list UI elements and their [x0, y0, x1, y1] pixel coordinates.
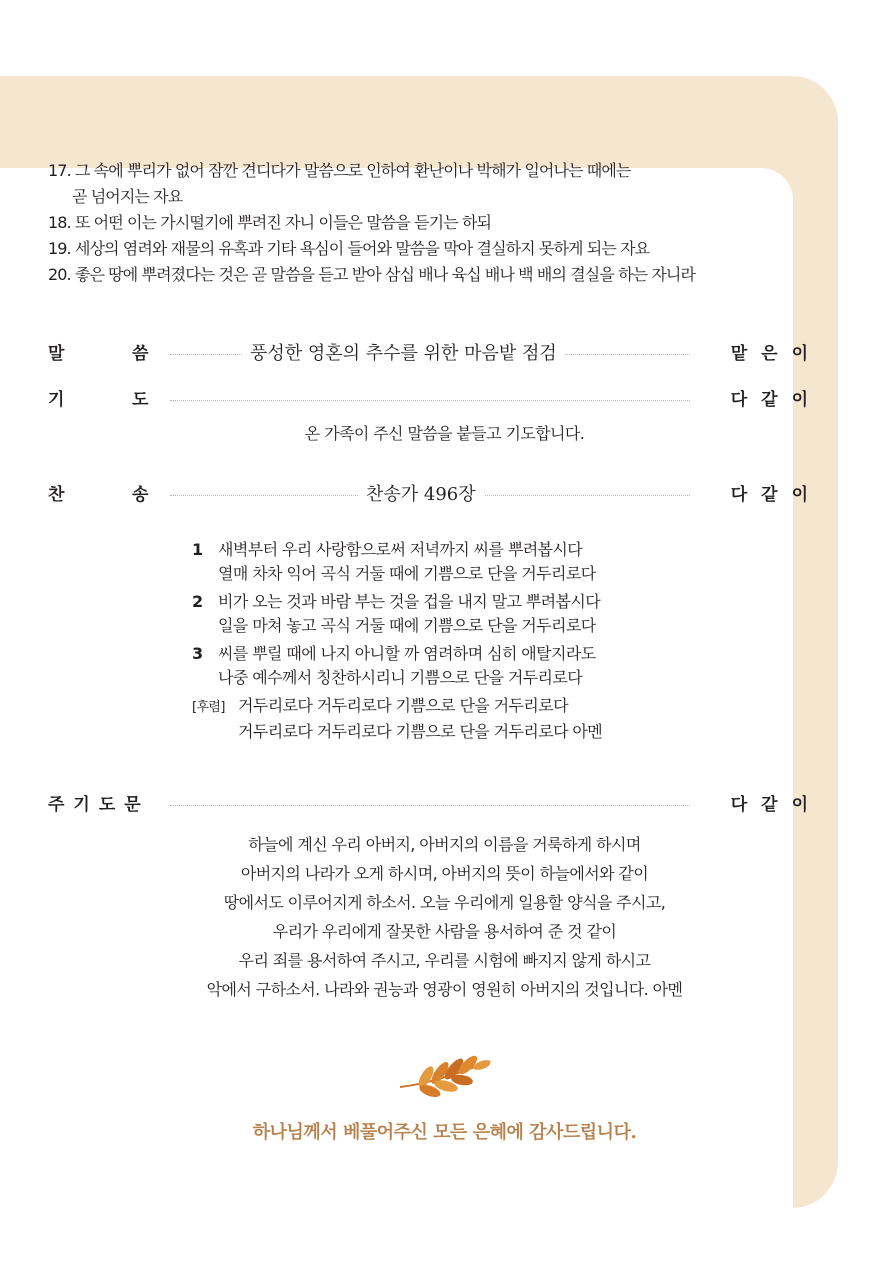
prayer-line: 하늘에 계신 우리 아버지, 아버지의 이름을 거룩하게 하시며: [248, 835, 641, 854]
verse-20: [48, 262, 828, 288]
dotted-leader: [170, 400, 690, 401]
lords-prayer-text: [0, 830, 889, 1004]
stanza-line: 열매 차차 익어 곡식 거둘 때에 기쁨으로 단을 거두리로다: [218, 564, 596, 583]
sermon-label-2: 씀: [132, 344, 149, 364]
verse-text: 세상의 염려와 재물의 유혹과 기타 욕심이 들어와 말씀을 막아 결실하지 못하게 되는 자요: [74, 239, 650, 258]
verse-number: 18.: [48, 213, 71, 232]
stanza-number: 2: [192, 592, 203, 611]
hymn-row: [48, 482, 822, 508]
verse-number: 20.: [48, 265, 71, 284]
closing-message: 하나님께서 베풀어주신 모든 은혜에 감사드립니다.: [252, 1122, 637, 1143]
stanza-number: 3: [192, 644, 203, 663]
verse-18: [48, 210, 828, 236]
prayer-line: 우리가 우리에게 잘못한 사람을 용서하여 준 것 같이: [272, 922, 617, 941]
hymn-refrain: [192, 694, 752, 744]
scripture-verses: [48, 158, 828, 288]
stanza-line: 씨를 뿌릴 때에 나지 아니할 까 염려하며 심히 애탈지라도: [218, 644, 596, 663]
sermon-label-1: 말: [48, 344, 65, 364]
verse-17: [48, 158, 828, 210]
lords-prayer-row: [48, 792, 822, 818]
verse-text: 또 어떤 이는 가시떨기에 뿌려진 자니 이들은 말씀을 듣기는 하되: [74, 213, 492, 232]
hymn-lyrics: [192, 538, 752, 744]
prayer-line: 땅에서도 이루어지게 하소서. 오늘 우리에게 일용할 양식을 주시고,: [223, 893, 666, 912]
dotted-leader: [170, 805, 690, 806]
lords-prayer-leader: 다같이: [730, 795, 822, 815]
prayer-text: 온 가족이 주신 말씀을 붙들고 기도합니다.: [304, 424, 585, 443]
sermon-preacher: 맡은이: [730, 344, 822, 364]
hymn-leader: 다같이: [730, 485, 822, 505]
prayer-line: 악에서 구하소서. 나라와 권능과 영광이 영원히 아버지의 것입니다. 아멘: [206, 980, 683, 999]
prayer-leader: 다같이: [730, 390, 822, 410]
prayer-label-1: 기: [48, 390, 65, 410]
verse-number: 19.: [48, 239, 71, 258]
stanza-line: 새벽부터 우리 사랑함으로써 저녁까지 씨를 뿌려봅시다: [218, 540, 583, 559]
stanza-line: 비가 오는 것과 바람 부는 것을 겁을 내지 말고 뿌려봅시다: [218, 592, 601, 611]
sermon-title: 풍성한 영혼의 추수를 위한 마음밭 점검: [242, 341, 565, 367]
hymn-label-1: 찬: [48, 485, 65, 505]
refrain-tag: [후렴]: [192, 700, 225, 715]
prayer-line: 아버지의 나라가 오게 하시며, 아버지의 뜻이 하늘에서와 같이: [240, 864, 649, 883]
prayer-label-2: 도: [132, 390, 149, 410]
verse-19: [48, 236, 828, 262]
verse-number: 17.: [48, 161, 71, 180]
verse-text-continued: 곧 넘어지는 자요: [72, 187, 183, 206]
refrain-line: 거두리로다 거두리로다 기쁨으로 단을 거두리로다: [238, 696, 568, 715]
prayer-row: [48, 387, 822, 413]
prayer-line: 우리 죄를 용서하여 주시고, 우리를 시험에 빠지지 않게 하시고: [238, 951, 651, 970]
wheat-leaf-icon: [396, 1053, 496, 1101]
refrain-line: 거두리로다 거두리로다 기쁨으로 단을 거두리로다 아멘: [238, 722, 603, 741]
hymn-stanza-2: [192, 590, 752, 638]
hymn-stanza-3: [192, 642, 752, 690]
sermon-row: [48, 341, 822, 367]
stanza-line: 나중 예수께서 칭찬하시리니 기쁨으로 단을 거두리로다: [218, 668, 583, 687]
stanza-number: 1: [192, 540, 203, 559]
verse-text: 그 속에 뿌리가 없어 잠깐 견디다가 말씀으로 인하여 환난이나 박해가 일어나는 때에는: [74, 161, 631, 180]
verse-text: 좋은 땅에 뿌려졌다는 것은 곧 말씀을 듣고 받아 삼십 배나 육십 배나 백 배의 결실을 하는 자니라: [74, 265, 696, 284]
lords-prayer-label: 주기도문: [48, 795, 150, 815]
hymn-label-2: 송: [132, 485, 149, 505]
hymn-title: 찬송가 496장: [358, 482, 484, 508]
stanza-line: 일을 마쳐 놓고 곡식 거둘 때에 기쁨으로 단을 거두리로다: [218, 616, 596, 635]
hymn-stanza-1: [192, 538, 752, 586]
